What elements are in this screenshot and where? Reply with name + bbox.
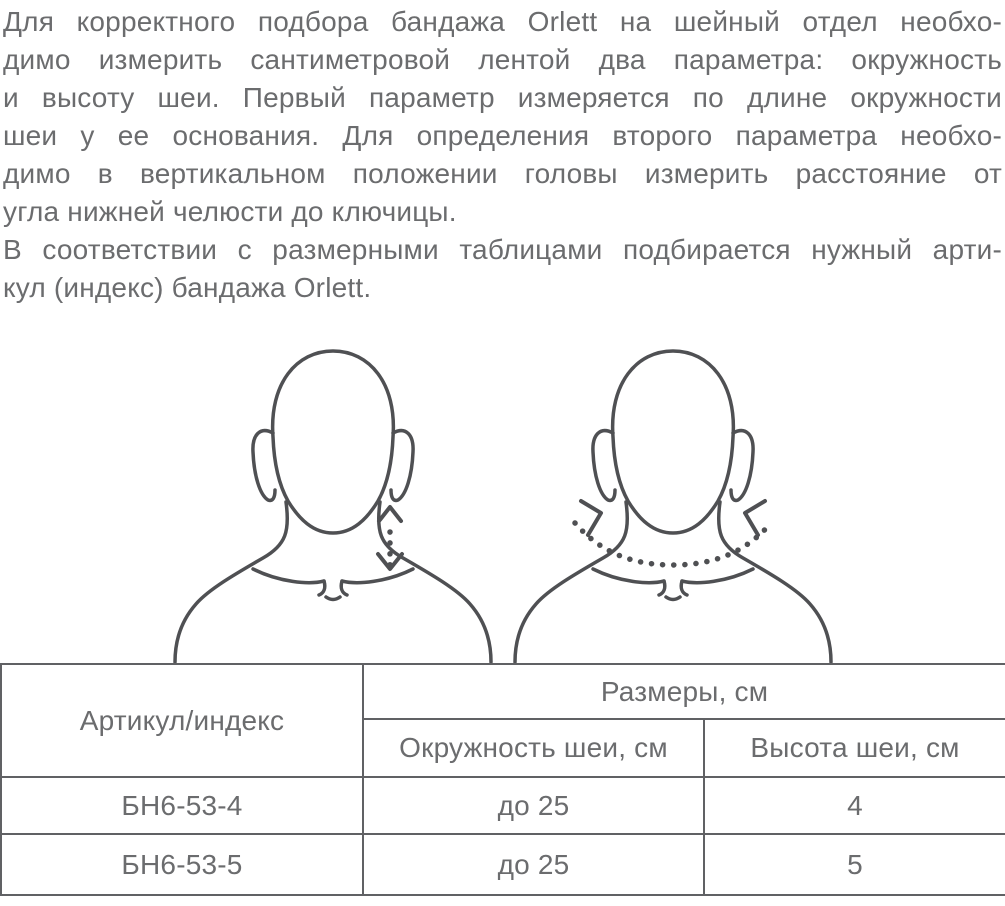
table-row <box>1 777 1005 834</box>
bust-outline <box>175 351 491 662</box>
article-cell: БН6-53-4 <box>1 777 363 834</box>
neck-height-figure <box>163 341 503 663</box>
circumference-cell: до 25 <box>363 834 704 895</box>
intro-line: шеи у ее основания. Для определения второго параметра необхо- <box>3 120 1002 151</box>
circumference-cell: до 25 <box>363 777 704 834</box>
table-header-article: Артикул/индекс <box>1 664 363 777</box>
measurement-figures <box>0 341 1005 663</box>
height-cell: 5 <box>704 834 1005 895</box>
intro-line: димо в вертикальном положении головы измерить расстояние от <box>3 158 1002 189</box>
intro-line: димо измерить сантиметровой лентой два параметра: окружность <box>3 44 1002 75</box>
table-header-sizes-group: Размеры, см <box>363 664 1005 719</box>
table-header-circumference: Окружность шеи, см <box>363 719 704 777</box>
neck-circumference-figure <box>503 341 843 663</box>
size-table <box>0 663 1005 896</box>
intro-line: угла нижней челюсти до ключицы. <box>3 196 457 227</box>
intro-paragraph-2 <box>3 231 1002 307</box>
bust-outline <box>515 351 831 662</box>
intro-line: Для корректного подбора бандажа Orlett на шейный отдел необхо- <box>3 6 1002 37</box>
intro-line: и высоту шеи. Первый параметр измеряется по длине окружности <box>3 82 1002 113</box>
intro-paragraph-1 <box>3 3 1002 231</box>
article-cell: БН6-53-5 <box>1 834 363 895</box>
table-header-row-1 <box>1 664 1005 719</box>
table-row <box>1 834 1005 895</box>
intro-line: кул (индекс) бандажа Orlett. <box>3 272 372 303</box>
height-cell: 4 <box>704 777 1005 834</box>
intro-line: В соответствии с размерными таблицами подбирается нужный арти- <box>3 234 1002 265</box>
intro-text <box>0 0 1005 307</box>
table-header-height: Высота шеи, см <box>704 719 1005 777</box>
